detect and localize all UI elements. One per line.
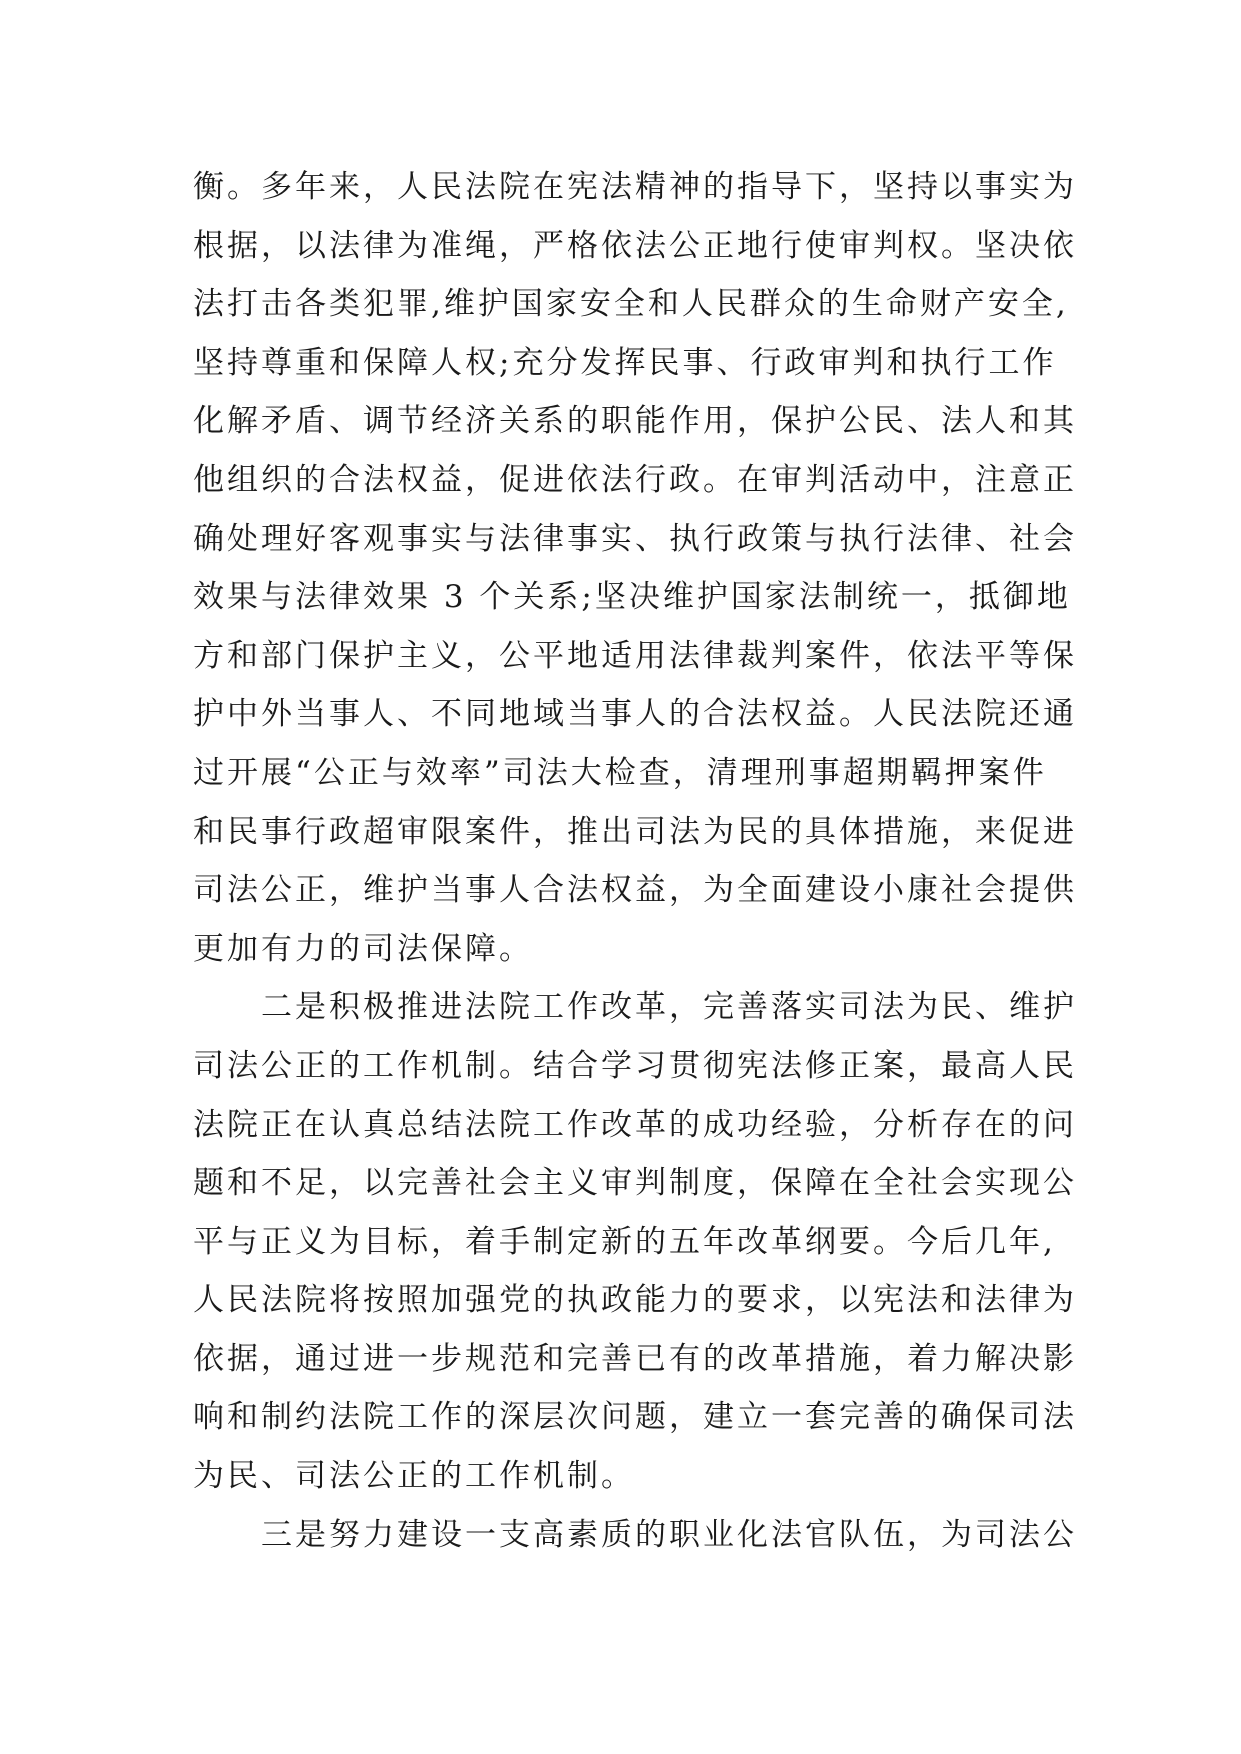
text-line: 司法公正的工作机制。结合学习贯彻宪法修正案，最高人民 — [193, 1047, 1077, 1084]
text-line: 人民法院将按照加强党的执政能力的要求，以宪法和法律为 — [193, 1282, 1077, 1319]
text-line: 和民事行政超审限案件，推出司法为民的具体措施，来促进 — [193, 813, 1077, 850]
text-line: 化解矛盾、调节经济关系的职能作用，保护公民、法人和其 — [193, 403, 1077, 440]
text-line: 过开展“公正与效率”司法大检查，清理刑事超期羁押案件 — [193, 754, 1047, 791]
text-line: 根据，以法律为准绳，严格依法公正地行使审判权。坚决依 — [193, 227, 1077, 264]
text-line: 坚持尊重和保障人权;充分发挥民事、行政审判和执行工作 — [193, 344, 1057, 381]
text-line: 护中外当事人、不同地域当事人的合法权益。人民法院还通 — [193, 696, 1077, 733]
text-line: 方和部门保护主义，公平地适用法律裁判案件，依法平等保 — [193, 637, 1077, 674]
text-line: 司法公正，维护当事人合法权益，为全面建设小康社会提供 — [193, 872, 1077, 909]
text-line: 为民、司法公正的工作机制。 — [193, 1458, 635, 1495]
text-line: 法打击各类犯罪,维护国家安全和人民群众的生命财产安全, — [193, 286, 1069, 323]
text-line: 确处理好客观事实与法律事实、执行政策与执行法律、社会 — [193, 520, 1077, 557]
body-text — [193, 158, 1093, 1564]
text-line: 依据，通过进一步规范和完善已有的改革措施，着力解决影 — [193, 1340, 1077, 1377]
text-line: 二是积极推进法院工作改革，完善落实司法为民、维护 — [193, 989, 1077, 1026]
text-line: 题和不足，以完善社会主义审判制度，保障在全社会实现公 — [193, 1165, 1077, 1202]
text-line: 他组织的合法权益，促进依法行政。在审判活动中，注意正 — [193, 461, 1077, 498]
text-line: 响和制约法院工作的深层次问题，建立一套完善的确保司法 — [193, 1399, 1077, 1436]
text-line: 更加有力的司法保障。 — [193, 930, 533, 967]
text-line: 平与正义为目标，着手制定新的五年改革纲要。今后几年, — [193, 1223, 1056, 1260]
text-line: 衡。多年来，人民法院在宪法精神的指导下，坚持以事实为 — [193, 169, 1077, 205]
text-line: 法院正在认真总结法院工作改革的成功经验，分析存在的问 — [193, 1106, 1077, 1143]
text-line: 效果与法律效果 3 个关系;坚决维护国家法制统一，抵御地 — [193, 579, 1071, 616]
text-line: 三是努力建设一支高素质的职业化法官队伍，为司法公 — [193, 1516, 1077, 1553]
